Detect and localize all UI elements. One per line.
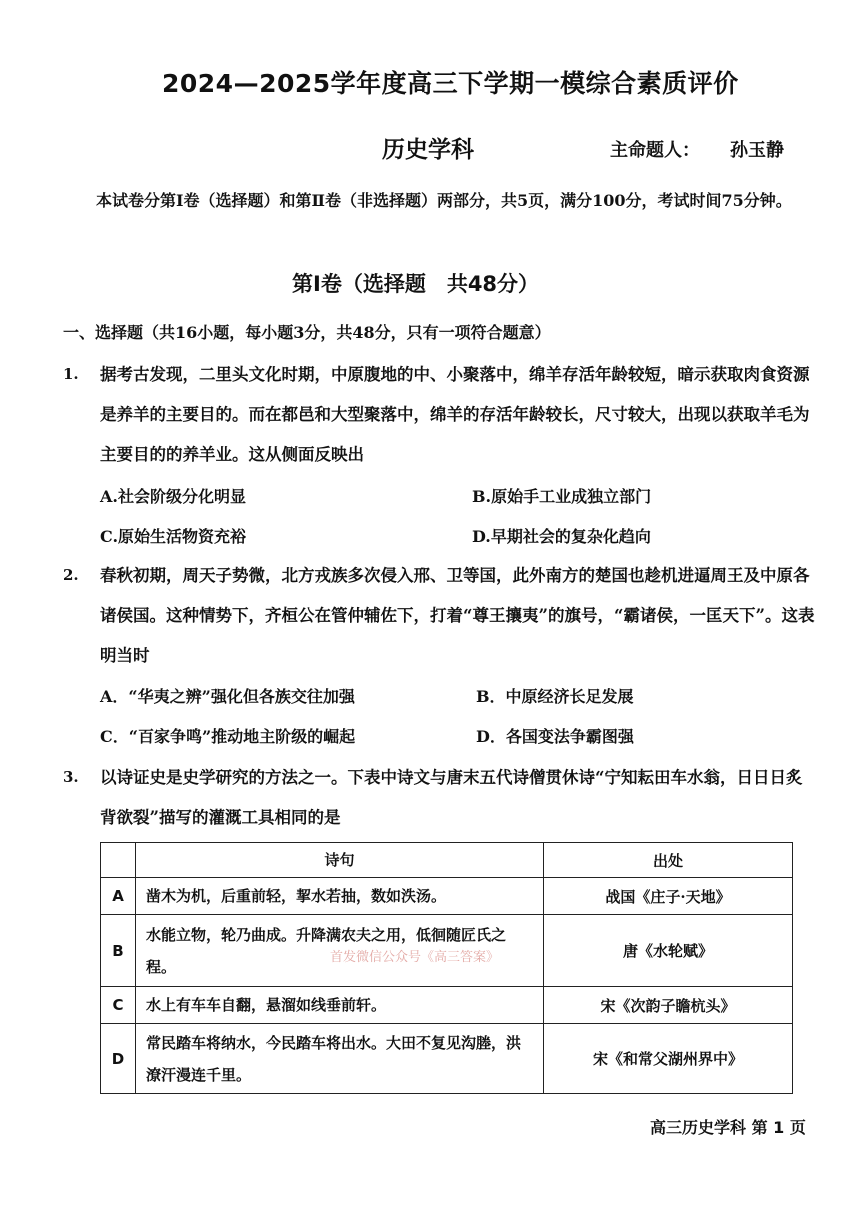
- row-b-id: B: [101, 915, 136, 987]
- question-3-number: 3.: [63, 768, 79, 786]
- question-1-option-b: B.原始手工业成独立部门: [472, 487, 652, 506]
- table-header-source: 出处: [544, 843, 793, 878]
- table-header-id: [101, 843, 136, 878]
- row-a-id: A: [101, 878, 136, 915]
- exam-instructions: 本试卷分第Ⅰ卷（选择题）和第Ⅱ卷（非选择题）两部分，共5页，满分100分，考试时间75分钟。: [96, 191, 792, 210]
- table-row: [101, 878, 793, 915]
- question-2-option-d: D．各国变法争霸图强: [476, 727, 634, 746]
- table-header-row: [101, 843, 793, 878]
- question-3-text: 以诗证史是史学研究的方法之一。下表中诗文与唐末五代诗僧贯休诗“宁知耘田车水翁，日日日炙背欲裂”描写的灌溉工具相同的是: [100, 768, 803, 827]
- row-a-source: 战国《庄子·天地》: [544, 878, 793, 915]
- question-2-option-c: C．“百家争鸣”推动地主阶级的崛起: [100, 727, 356, 746]
- watermark-text: 首发微信公众号《高三答案》: [330, 950, 500, 965]
- table-row: [101, 987, 793, 1024]
- subject-title: 历史学科: [382, 137, 474, 163]
- table-header-verse: 诗句: [136, 843, 544, 878]
- author-name: 孙玉静: [730, 140, 784, 161]
- row-c-verse: 水上有车车自翻，悬溜如线垂前轩。: [136, 987, 544, 1024]
- row-c-id: C: [101, 987, 136, 1024]
- row-b-verse: 水能立物，轮乃曲成。升降满农夫之用，低徊随匠氏之程。: [136, 915, 544, 987]
- part-heading: 一、选择题（共16小题，每小题3分，共48分，只有一项符合题意）: [63, 323, 551, 342]
- row-b-source: 唐《水轮赋》: [544, 915, 793, 987]
- row-d-source: 宋《和常父湖州界中》: [544, 1024, 793, 1094]
- page-footer: 高三历史学科 第 1 页: [650, 1118, 806, 1137]
- row-c-source: 宋《次韵子瞻杭头》: [544, 987, 793, 1024]
- question-2-option-b: B．中原经济长足发展: [476, 687, 634, 706]
- question-1-option-d: D.早期社会的复杂化趋向: [472, 527, 651, 546]
- exam-title: 2024—2025学年度高三下学期一模综合素质评价: [162, 69, 739, 98]
- question-1-text: 据考古发现，二里头文化时期，中原腹地的中、小聚落中，绵羊存活年龄较短，暗示获取肉食资源是养羊的主要目的。而在都邑和大型聚落中，绵羊的存活年龄较长，尺寸较大，出现以获取羊毛为主要目的的养羊业。这从侧面反映出: [100, 365, 810, 464]
- question-1-number: 1.: [63, 365, 79, 383]
- author-label: 主命题人：: [610, 140, 700, 161]
- question-2-text: 春秋初期，周天子势微，北方戎族多次侵入邢、卫等国，此外南方的楚国也趁机进逼周王及中原各诸侯国。这种情势下，齐桓公在管仲辅佐下，打着“尊王攘夷”的旗号，“霸诸侯，一匡天下”。这表明当时: [100, 566, 815, 665]
- row-a-verse: 凿木为机，后重前轻，挈水若抽，数如泆汤。: [136, 878, 544, 915]
- question-2-option-a: A．“华夷之辨”强化但各族交往加强: [100, 687, 355, 706]
- row-d-verse: 常民踏车将纳水，今民踏车将出水。大田不复见沟塍，洪潦汗漫连千里。: [136, 1024, 544, 1094]
- poem-comparison-table: [100, 842, 793, 1094]
- question-2-number: 2.: [63, 566, 79, 584]
- row-d-id: D: [101, 1024, 136, 1094]
- question-1-option-a: A.社会阶级分化明显: [100, 487, 246, 506]
- section-title: 第Ⅰ卷（选择题 共48分）: [292, 272, 540, 296]
- table-row: [101, 1024, 793, 1094]
- question-1-option-c: C.原始生活物资充裕: [100, 527, 247, 546]
